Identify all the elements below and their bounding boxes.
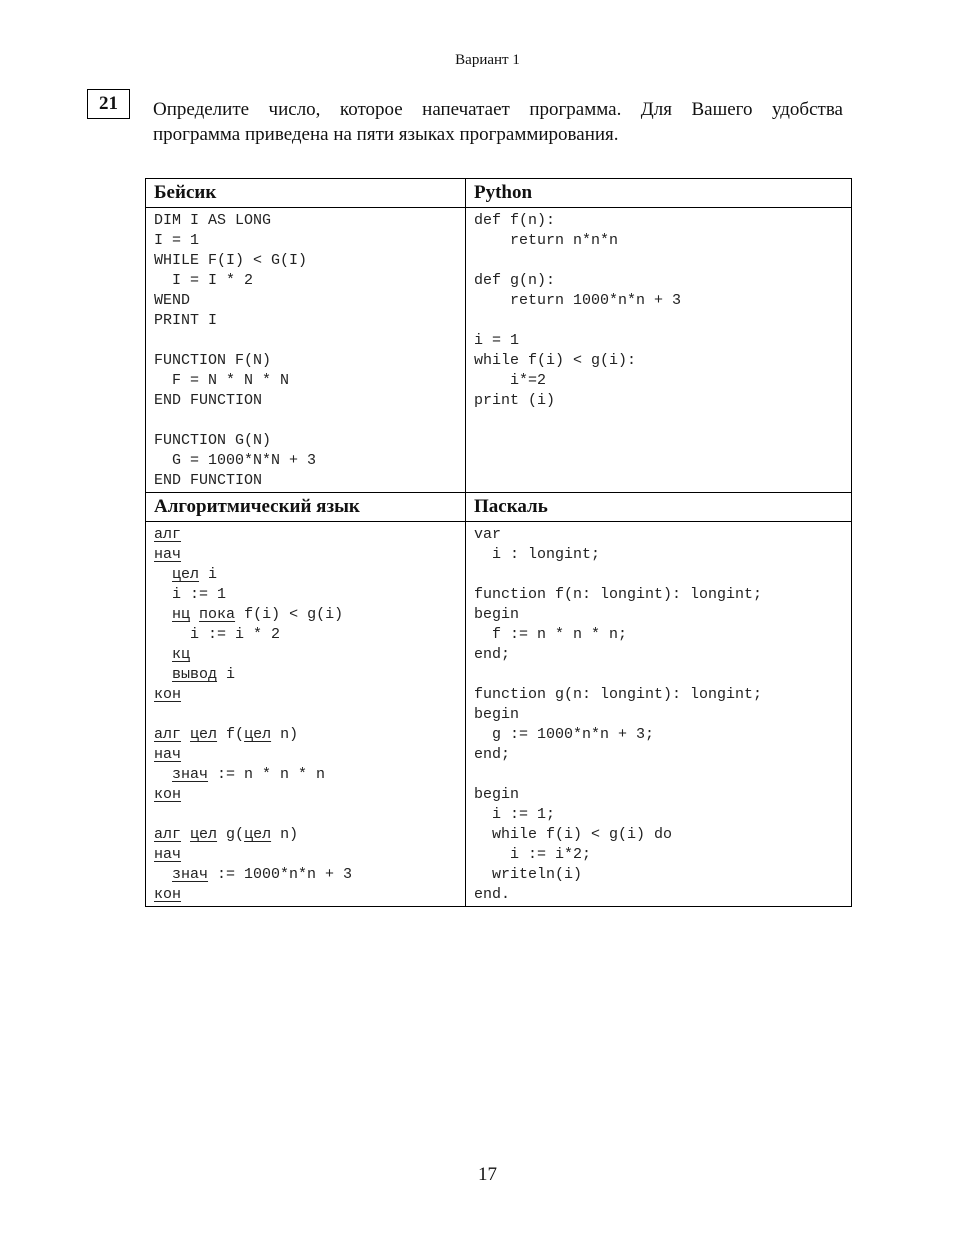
- code-line: [154, 785, 457, 805]
- code-text: function f(n: longint): longint;: [474, 586, 763, 603]
- code-keyword: знач: [172, 866, 209, 883]
- header-algorithmic: Алгоритмический язык: [146, 493, 466, 522]
- code-line: [154, 211, 457, 231]
- code-text: n): [271, 726, 299, 743]
- code-line: [474, 211, 843, 231]
- code-keyword: нц: [172, 606, 191, 623]
- code-text: WHILE F(I) < G(I): [154, 252, 308, 269]
- code-text: i := i*2;: [474, 846, 592, 863]
- code-text: END FUNCTION: [154, 392, 263, 409]
- code-keyword: цел: [244, 726, 272, 743]
- code-text: i: [217, 666, 236, 683]
- code-text: WEND: [154, 292, 191, 309]
- code-line: [154, 685, 457, 705]
- code-line: [474, 705, 843, 725]
- code-line: [474, 351, 843, 371]
- code-text: g := 1000*n*n + 3;: [474, 726, 655, 743]
- code-line: [154, 545, 457, 565]
- code-text: [190, 606, 199, 623]
- code-line: [474, 625, 843, 645]
- code-keyword: кон: [154, 886, 182, 903]
- code-text: := 1000*n*n + 3: [208, 866, 353, 883]
- code-text: print (i): [474, 392, 556, 409]
- code-keyword: кон: [154, 786, 182, 803]
- code-text: [154, 606, 172, 623]
- code-text: i : longint;: [474, 546, 601, 563]
- code-text: [154, 646, 172, 663]
- code-keyword: цел: [244, 826, 272, 843]
- code-line: [474, 271, 843, 291]
- code-line: [474, 845, 843, 865]
- code-text: [154, 666, 172, 683]
- code-text: [181, 826, 190, 843]
- code-line: [154, 865, 457, 885]
- code-keyword: пока: [199, 606, 236, 623]
- code-text: i: [199, 566, 218, 583]
- code-text: while f(i) < g(i):: [474, 352, 637, 369]
- question-text: [153, 97, 843, 147]
- code-text: begin: [474, 606, 520, 623]
- code-line: [474, 291, 843, 311]
- code-keyword: нач: [154, 546, 182, 563]
- code-keyword: алг: [154, 826, 182, 843]
- code-text: f := n * n * n;: [474, 626, 628, 643]
- code-text: end;: [474, 746, 511, 763]
- code-keyword: кон: [154, 686, 182, 703]
- code-line: [154, 845, 457, 865]
- code-keyword: цел: [172, 566, 200, 583]
- header-python: Python: [466, 179, 852, 208]
- code-line: [474, 545, 843, 565]
- code-keyword: алг: [154, 526, 182, 543]
- code-line: [154, 765, 457, 785]
- code-keyword: нач: [154, 846, 182, 863]
- code-line: [474, 865, 843, 885]
- code-line: [474, 371, 843, 391]
- code-python: [466, 208, 852, 493]
- code-line: [154, 645, 457, 665]
- code-line: [154, 311, 457, 331]
- code-line: [154, 885, 457, 905]
- code-line: [154, 565, 457, 585]
- code-algorithmic: [146, 522, 466, 907]
- code-text: G = 1000*N*N + 3: [154, 452, 317, 469]
- code-text: FUNCTION G(N): [154, 432, 272, 449]
- code-keyword: нач: [154, 746, 182, 763]
- code-basic: [146, 208, 466, 493]
- code-line: [474, 565, 843, 585]
- code-line: [154, 605, 457, 625]
- code-text: I = I * 2: [154, 272, 254, 289]
- code-keyword: алг: [154, 726, 182, 743]
- code-text: def g(n):: [474, 272, 556, 289]
- code-line: [474, 825, 843, 845]
- code-table: [145, 178, 852, 907]
- code-keyword: кц: [172, 646, 191, 663]
- code-line: [474, 725, 843, 745]
- code-pascal: [466, 522, 852, 907]
- code-text: writeln(i): [474, 866, 583, 883]
- code-keyword: цел: [190, 826, 218, 843]
- question-line: программа приведена на пяти языках программирования.: [153, 124, 619, 145]
- code-line: [474, 785, 843, 805]
- code-text: end;: [474, 646, 511, 663]
- code-keyword: знач: [172, 766, 209, 783]
- code-line: [474, 805, 843, 825]
- code-text: f(: [217, 726, 245, 743]
- code-text: begin: [474, 786, 520, 803]
- code-line: [474, 885, 843, 905]
- code-text: return n*n*n: [474, 232, 619, 249]
- page-number: 17: [478, 1164, 497, 1185]
- code-text: DIM I AS LONG: [154, 212, 272, 229]
- code-text: [154, 566, 172, 583]
- code-line: [474, 311, 843, 331]
- header-basic: Бейсик: [146, 179, 466, 208]
- code-keyword: цел: [190, 726, 218, 743]
- code-text: := n * n * n: [208, 766, 326, 783]
- code-text: return 1000*n*n + 3: [474, 292, 682, 309]
- code-keyword: вывод: [172, 666, 218, 683]
- code-line: [474, 665, 843, 685]
- code-line: [154, 825, 457, 845]
- code-line: [154, 271, 457, 291]
- code-line: [474, 331, 843, 351]
- code-line: [474, 765, 843, 785]
- code-line: [154, 231, 457, 251]
- code-text: f(i) < g(i): [235, 606, 344, 623]
- code-text: [154, 866, 172, 883]
- code-line: [154, 451, 457, 471]
- code-text: g(: [217, 826, 245, 843]
- code-line: [154, 471, 457, 491]
- code-text: i := 1: [154, 586, 227, 603]
- code-text: PRINT I: [154, 312, 218, 329]
- header-pascal: Паскаль: [466, 493, 852, 522]
- code-line: [154, 251, 457, 271]
- code-text: i*=2: [474, 372, 547, 389]
- code-text: i := i * 2: [154, 626, 281, 643]
- code-text: end.: [474, 886, 511, 903]
- code-line: [474, 605, 843, 625]
- code-line: [154, 331, 457, 351]
- code-line: [154, 291, 457, 311]
- code-text: n): [271, 826, 299, 843]
- code-line: [474, 231, 843, 251]
- code-line: [154, 431, 457, 451]
- code-line: [154, 745, 457, 765]
- code-line: [474, 685, 843, 705]
- code-line: [154, 805, 457, 825]
- code-line: [154, 351, 457, 371]
- code-text: begin: [474, 706, 520, 723]
- task-number-box: 21: [87, 89, 130, 119]
- code-text: i := 1;: [474, 806, 556, 823]
- code-line: [154, 705, 457, 725]
- code-line: [154, 625, 457, 645]
- code-line: [474, 645, 843, 665]
- code-text: END FUNCTION: [154, 472, 263, 489]
- code-text: I = 1: [154, 232, 200, 249]
- question-line: Определите число, которое напечатает программа. Для Вашего удобства: [153, 99, 843, 120]
- code-line: [474, 525, 843, 545]
- code-line: [154, 411, 457, 431]
- code-line: [154, 585, 457, 605]
- code-line: [154, 725, 457, 745]
- code-line: [154, 525, 457, 545]
- code-text: var: [474, 526, 502, 543]
- code-line: [474, 745, 843, 765]
- code-line: [474, 585, 843, 605]
- code-text: [181, 726, 190, 743]
- code-line: [474, 391, 843, 411]
- code-text: FUNCTION F(N): [154, 352, 272, 369]
- code-line: [154, 665, 457, 685]
- code-line: [154, 371, 457, 391]
- code-text: while f(i) < g(i) do: [474, 826, 673, 843]
- code-line: [474, 251, 843, 271]
- code-text: i = 1: [474, 332, 520, 349]
- code-text: F = N * N * N: [154, 372, 290, 389]
- variant-header: Вариант 1: [455, 52, 520, 68]
- code-line: [154, 391, 457, 411]
- code-text: [154, 766, 172, 783]
- code-text: function g(n: longint): longint;: [474, 686, 763, 703]
- code-text: def f(n):: [474, 212, 556, 229]
